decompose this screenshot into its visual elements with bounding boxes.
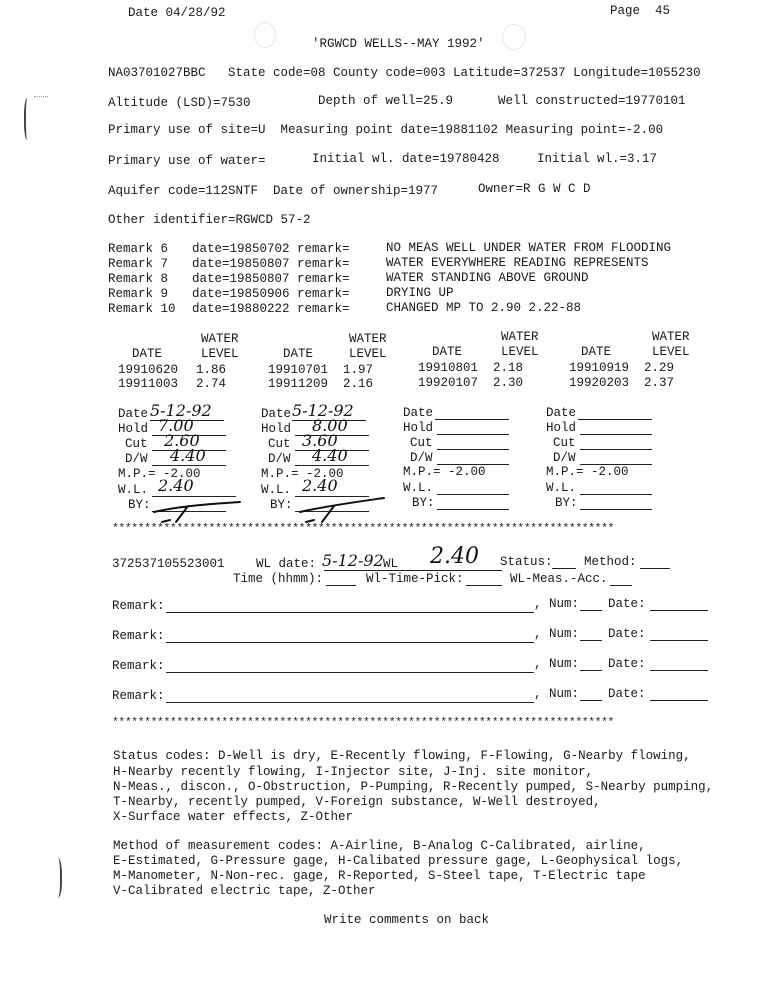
table-cell-date: 19911209 [268, 377, 329, 391]
status-label: Status: [500, 555, 553, 569]
entry-label-dw: D/W [410, 451, 433, 465]
entry-line[interactable] [437, 434, 509, 435]
wl-meas-acc-label: WL-Meas.-Acc. [510, 572, 608, 586]
entry-label-by: BY: [412, 496, 435, 510]
print-date: Date 04/28/92 [128, 6, 226, 20]
remark-input[interactable] [166, 672, 534, 673]
owner: Owner=R G W C D [478, 182, 591, 196]
entry-label-by: BY: [128, 498, 151, 512]
initial-wl: Initial wl.=3.17 [537, 152, 658, 166]
table-cell-level: 1.97 [343, 363, 374, 377]
entry-line[interactable] [578, 419, 652, 420]
num-input[interactable] [580, 610, 602, 611]
remark-label: Remark 10 [108, 302, 176, 316]
method-codes-line: Method of measurement codes: A-Airline, B-Analog C-Calibrated, airline, [113, 839, 646, 853]
wl-date-label: WL date: [256, 557, 317, 571]
remark-label: Remark 9 [108, 287, 169, 301]
time-label: Time (hhmm): [233, 572, 324, 586]
remark-text: NO MEAS WELL UNDER WATER FROM FLOODING [386, 241, 672, 255]
date-label: Date: [608, 657, 646, 671]
method-field[interactable] [640, 568, 670, 569]
status-codes-line: Status codes: D-Well is dry, E-Recently flowing, F-Flowing, G-Nearby flowing, [113, 749, 691, 763]
status-codes-line: T-Nearby, recently pumped, V-Foreign substance, W-Well destroyed, [113, 795, 601, 809]
remark-form-label: Remark: [112, 599, 165, 613]
handwritten-dw: 4.40 [170, 446, 206, 465]
remark-label: Remark 7 [108, 257, 169, 271]
column-header-level: LEVEL [501, 345, 539, 359]
entry-label-date: Date [403, 406, 434, 420]
entry-label-cut: Cut [268, 437, 291, 451]
entry-label-wl: W.L. [546, 481, 577, 495]
remark-text: WATER EVERYWHERE READING REPRESENTS [386, 256, 649, 270]
date-label: Date: [608, 687, 646, 701]
entry-label-mp: M.P.= -2.00 [118, 467, 201, 481]
status-codes-line: N-Meas., discon., O-Obstruction, P-Pumping, R-Recently pumped, S-Nearby pumping, [113, 780, 714, 794]
well-constructed: Well constructed=19770101 [498, 94, 686, 108]
well-depth: Depth of well=25.9 [318, 94, 454, 108]
table-cell-level: 2.30 [493, 376, 524, 390]
num-label: , Num: [534, 687, 580, 701]
separator-line: ****************************************************************************** [112, 717, 614, 729]
status-codes-line: H-Nearby recently flowing, I-Injector site, J-Inj. site monitor, [113, 765, 594, 779]
entry-label-mp: M.P.= -2.00 [546, 465, 629, 479]
site-id: 372537105523001 [112, 557, 225, 571]
entry-label-date: Date [118, 407, 149, 421]
initials-signature [140, 492, 250, 526]
entry-line [152, 465, 226, 466]
time-field[interactable] [326, 585, 356, 586]
handwritten-wl-value: 2.40 [430, 544, 479, 569]
column-header-date: DATE [132, 347, 163, 361]
table-cell-level: 2.74 [196, 377, 227, 391]
table-cell-date: 19910701 [268, 363, 329, 377]
table-cell-date: 19910620 [118, 363, 179, 377]
entry-line [295, 465, 369, 466]
footer-note: Write comments on back [324, 913, 490, 927]
remark-date: date=19850807 remark= [192, 257, 350, 271]
table-cell-level: 2.29 [644, 361, 675, 375]
entry-label-by: BY: [270, 498, 293, 512]
status-field[interactable] [552, 568, 576, 569]
column-header-date: DATE [581, 345, 612, 359]
entry-label-by: BY: [555, 496, 578, 510]
method-codes-line: M-Manometer, N-Non-rec. gage, R-Reported, S-Steel tape, T-Electric tape [113, 869, 646, 883]
entry-label-dw: D/W [553, 451, 576, 465]
column-header-water: WATER [201, 332, 239, 346]
handwritten-hold: 7.00 [158, 416, 194, 435]
method-codes-line: V-Calibrated electric tape, Z-Other [113, 884, 376, 898]
entry-line[interactable] [435, 419, 509, 420]
table-cell-level: 2.18 [493, 361, 524, 375]
entry-line[interactable] [437, 509, 509, 510]
initial-wl-date: Initial wl. date=19780428 [312, 152, 500, 166]
handwritten-cut: 3.60 [302, 431, 338, 450]
column-header-water: WATER [652, 330, 690, 344]
entry-label-date: Date [546, 406, 577, 420]
date-input[interactable] [650, 610, 708, 611]
handwritten-wl-date: 5-12-92 [322, 551, 384, 570]
table-cell-date: 19910919 [569, 361, 630, 375]
initials-signature [284, 490, 394, 526]
column-header-level: LEVEL [349, 347, 387, 361]
entry-line[interactable] [437, 494, 509, 495]
handwritten-wl: 2.40 [158, 476, 194, 495]
date-input[interactable] [650, 670, 708, 671]
table-cell-level: 2.16 [343, 377, 374, 391]
entry-label-cut: Cut [553, 436, 576, 450]
entry-label-hold: Hold [403, 421, 434, 435]
binding-mark [52, 858, 62, 898]
num-input[interactable] [580, 670, 602, 671]
column-header-water: WATER [349, 332, 387, 346]
remark-label: Remark 8 [108, 272, 169, 286]
num-label: , Num: [534, 657, 580, 671]
page-title: 'RGWCD WELLS--MAY 1992' [312, 37, 485, 51]
entry-label-wl: W.L. [403, 481, 434, 495]
binding-tick [34, 96, 48, 97]
table-cell-date: 19920203 [569, 376, 630, 390]
date-label: Date: [608, 627, 646, 641]
remark-text: DRYING UP [386, 286, 454, 300]
handwritten-cut: 2.60 [164, 431, 200, 450]
num-input[interactable] [580, 700, 602, 701]
entry-label-hold: Hold [118, 422, 149, 436]
handwritten-date: 5-12-92 [150, 401, 212, 420]
punch-hole-mark [254, 22, 276, 48]
entry-label-dw: D/W [268, 452, 291, 466]
remark-date: date=19850702 remark= [192, 242, 350, 256]
date-input[interactable] [650, 700, 708, 701]
remark-date: date=19850807 remark= [192, 272, 350, 286]
remark-label: Remark 6 [108, 242, 169, 256]
column-header-date: DATE [432, 345, 463, 359]
entry-line[interactable] [437, 449, 509, 450]
column-header-level: LEVEL [652, 345, 690, 359]
wl-value-line[interactable] [324, 570, 502, 571]
entry-line[interactable] [580, 509, 652, 510]
remark-form-label: Remark: [112, 689, 165, 703]
table-cell-date: 19911003 [118, 377, 179, 391]
num-input[interactable] [580, 640, 602, 641]
altitude: Altitude (LSD)=7530 [108, 96, 251, 110]
date-label: Date: [608, 597, 646, 611]
num-label: , Num: [534, 627, 580, 641]
method-codes-line: E-Estimated, G-Pressure gage, H-Calibated pressure gage, L-Geophysical logs, [113, 854, 684, 868]
wl-time-pick-field[interactable] [466, 585, 502, 586]
other-identifier: Other identifier=RGWCD 57-2 [108, 213, 311, 227]
remark-form-label: Remark: [112, 659, 165, 673]
entry-line[interactable] [580, 449, 652, 450]
column-header-water: WATER [501, 330, 539, 344]
entry-label-cut: Cut [410, 436, 433, 450]
site-identification: NA03701027BBC State code=08 County code=003 Latitude=372537 Longitude=1055230 [108, 66, 701, 80]
entry-line[interactable] [580, 434, 652, 435]
entry-label-wl: W.L. [261, 483, 292, 497]
handwritten-hold: 8.00 [312, 416, 348, 435]
wl-label: WL [383, 557, 399, 571]
remark-date: date=19850906 remark= [192, 287, 350, 301]
entry-label-hold: Hold [546, 421, 577, 435]
remark-input[interactable] [166, 642, 534, 643]
table-cell-level: 1.86 [196, 363, 227, 377]
table-cell-date: 19910801 [418, 361, 479, 375]
wl-time-pick-label: Wl-Time-Pick: [366, 572, 464, 586]
entry-label-mp: M.P.= -2.00 [261, 467, 344, 481]
aquifer-code: Aquifer code=112SNTF Date of ownership=1977 [108, 184, 439, 198]
entry-label-dw: D/W [125, 452, 148, 466]
status-codes-line: X-Surface water effects, Z-Other [113, 810, 354, 824]
entry-label-wl: W.L. [118, 483, 149, 497]
wl-meas-acc-field[interactable] [610, 585, 632, 586]
punch-hole-mark [502, 24, 526, 50]
remark-input[interactable] [166, 702, 534, 703]
table-cell-level: 2.37 [644, 376, 675, 390]
remark-input[interactable] [166, 612, 534, 613]
handwritten-wl: 2.40 [302, 476, 338, 495]
separator-line: ****************************************************************************** [112, 523, 614, 535]
column-header-level: LEVEL [201, 347, 239, 361]
handwritten-dw: 4.40 [312, 446, 348, 465]
entry-label-cut: Cut [125, 437, 148, 451]
primary-use-water: Primary use of water= [108, 154, 266, 168]
column-header-date: DATE [283, 347, 314, 361]
entry-line[interactable] [580, 494, 652, 495]
method-label: Method: [584, 555, 637, 569]
remark-text: WATER STANDING ABOVE GROUND [386, 271, 589, 285]
remark-form-label: Remark: [112, 629, 165, 643]
table-cell-date: 19920107 [418, 376, 479, 390]
date-input[interactable] [650, 640, 708, 641]
binding-mark [24, 98, 32, 140]
num-label: , Num: [534, 597, 580, 611]
remark-text: CHANGED MP TO 2.90 2.22-88 [386, 301, 582, 315]
entry-label-date: Date [261, 407, 292, 421]
entry-label-mp: M.P.= -2.00 [403, 465, 486, 479]
entry-label-hold: Hold [261, 422, 292, 436]
handwritten-date: 5-12-92 [292, 401, 354, 420]
remark-date: date=19880222 remark= [192, 302, 350, 316]
page-number: Page 45 [610, 4, 671, 18]
primary-use-site: Primary use of site=U Measuring point date=19881102 Measuring point=-2.00 [108, 123, 664, 137]
